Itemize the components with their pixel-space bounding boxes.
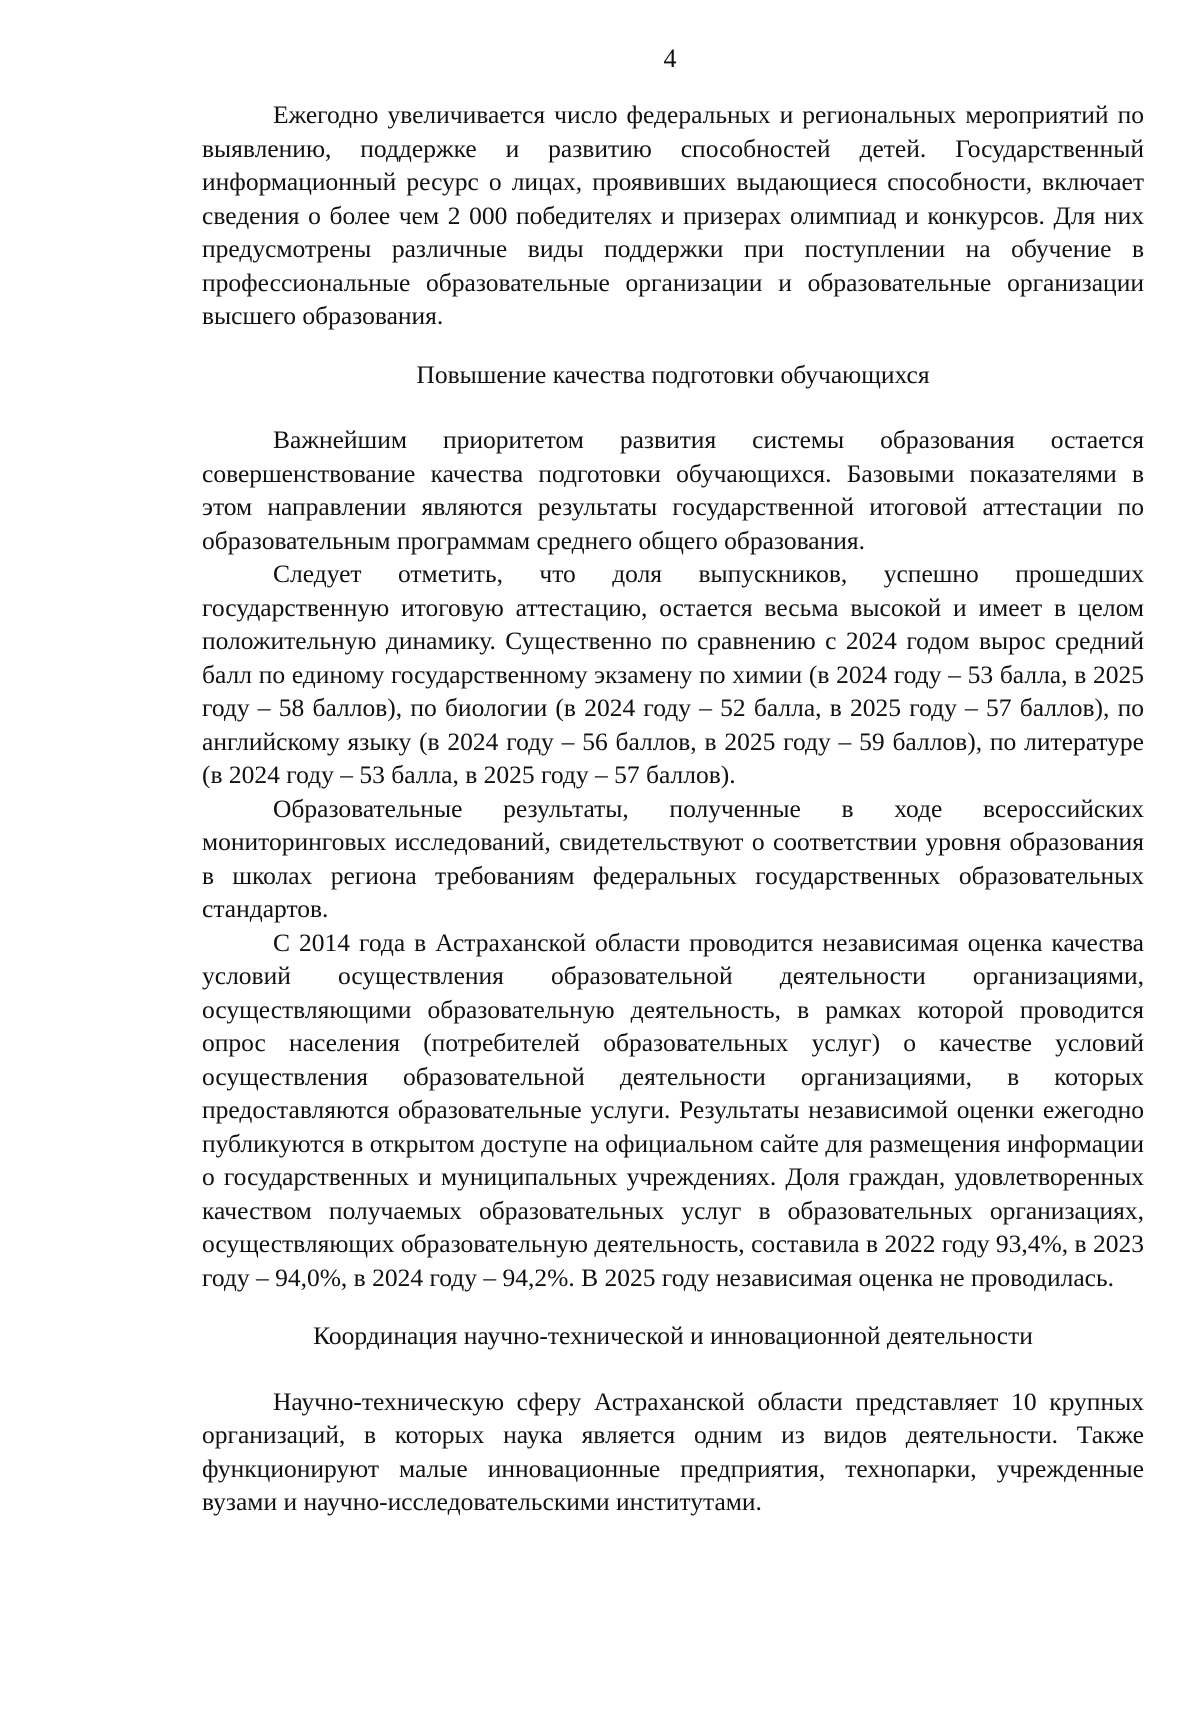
paragraph-gifted-children: Ежегодно увеличивается число федеральных и региональных мероприятий по выявлению, поддержке и развитию способностей детей. Государственный информационный ресурс о лицах, проявивших выдающиеся способности, включает сведения о более чем 2 000 победителях и призерах олимпиад и конкурсов. Для них предусмотрены различные виды поддержки при поступлении на обучение в профессиональные образовательные организации и образовательные организации высшего образования. [202,100,1144,330]
section-heading-quality: Повышение качества подготовки обучающихся [416,359,930,389]
paragraph-exam-results: Следует отметить, что доля выпускников, успешно прошедших государственную итоговую аттестацию, остается весьма высокой и имеет в целом положительную динамику. Существенно по сравнению с 2024 годом вырос средний балл по единому государственному экзамену по химии (в 2024 году – 53 балла, в 2025 году – 58 баллов), по биологии (в 2024 году – 52 балла, в 2025 году – 57 баллов), по английскому языку (в 2024 году – 56 баллов, в 2025 году – 59 баллов), по литературе (в 2024 году – 53 балла, в 2025 году – 57 баллов). [202,559,1144,789]
page-number: 4 [663,44,677,73]
paragraph-science-sphere: Научно-техническую сферу Астраханской области представляет 10 крупных организаций, в которых наука является одним из видов деятельности. Также функционируют малые инновационные предприятия, технопарки, учрежденные вузами и научно-исследовательскими институтами. [202,1386,1144,1516]
document-body [202,98,1144,1519]
paragraph-monitoring: Образовательные результаты, полученные в ходе всероссийских мониторинговых исследований, свидетельствуют о соответствии уровня образования в школах региона требованиям федеральных государственных образовательных стандартов. [202,793,1144,923]
paragraph-independent-assessment: С 2014 года в Астраханской области проводится независимая оценка качества условий осуществления образовательной деятельности организациями, осуществляющими образовательную деятельность, в рамках которой проводится опрос населения (потребителей образовательных услуг) о качестве условий осуществления образовательной деятельности организациями, в которых предоставляются образовательные услуги. Результаты независимой оценки ежегодно публикуются в открытом доступе на официальном сайте для размещения информации о государственных и муниципальных учреждениях. Доля граждан, удовлетворенных качеством получаемых образовательных услуг в образовательных организациях, осуществляющих образовательную деятельность, составила в 2022 году 93,4%, в 2023 году – 94,0%, в 2024 году – 94,2%. В 2025 году независимая оценка не проводилась. [202,927,1144,1292]
section-heading-science: Координация научно-технической и инновационной деятельности [313,1321,1033,1350]
paragraph-quality-priority: Важнейшим приоритетом развития системы образования остается совершенствование качества подготовки обучающихся. Базовыми показателями в этом направлении являются результаты государственной итоговой аттестации по образовательным программам среднего общего образования. [202,425,1144,555]
